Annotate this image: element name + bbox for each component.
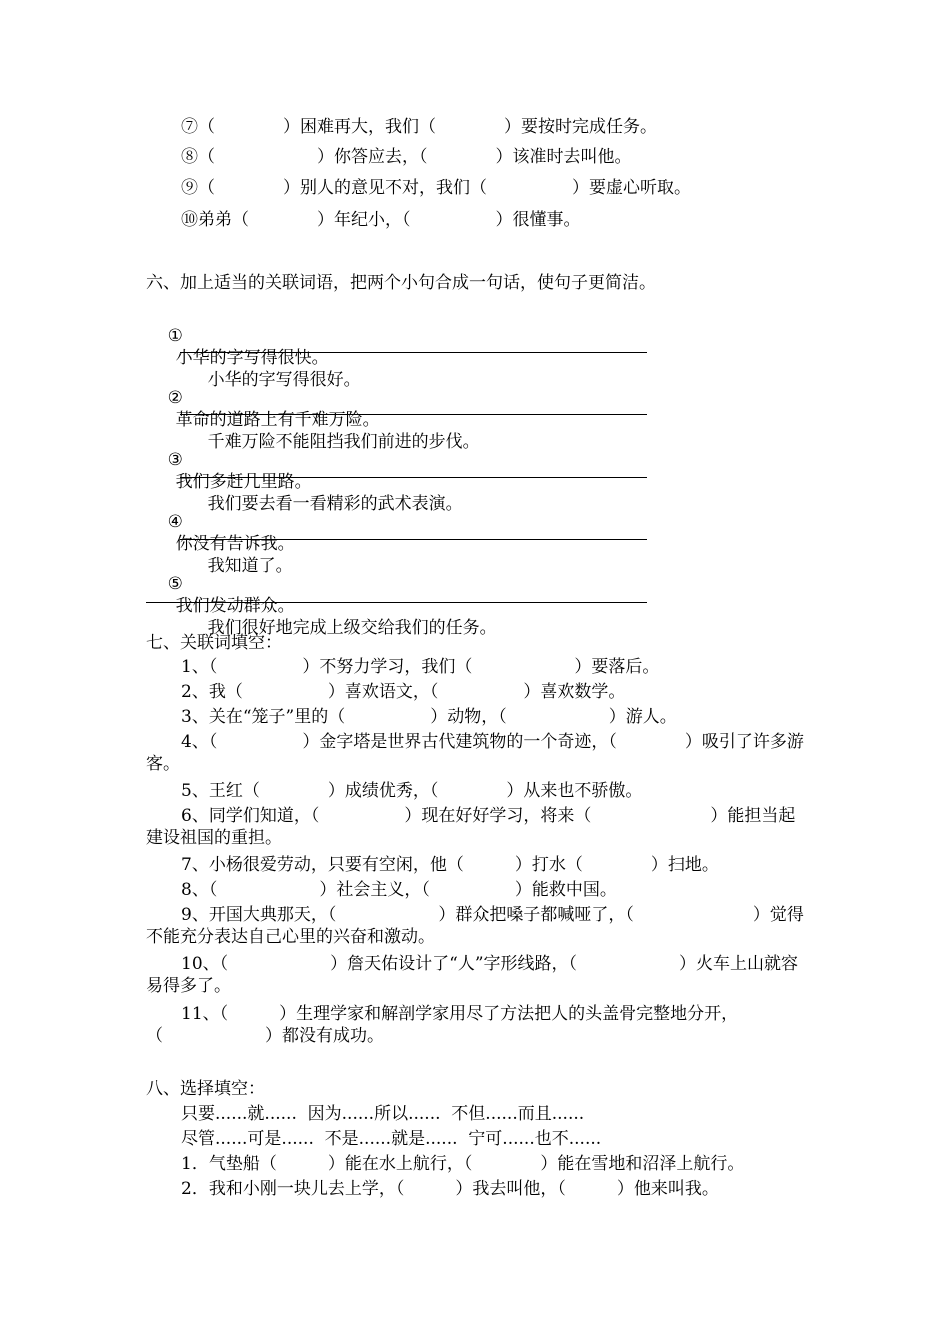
part5-item-10: ⑩弟弟（ ）年纪小，（ ）很懂事。 bbox=[181, 210, 581, 230]
section7-item-3: 3、关在“笼子”里的（ ）动物，（ ）游人。 bbox=[181, 707, 677, 727]
clause-b: 小华的字写得很好。 bbox=[207, 370, 361, 390]
section7-item-1: 1、（ ）不努力学习，我们（ ）要落后。 bbox=[181, 657, 660, 677]
section8-item-1: 1．气垫船（ ）能在水上航行，（ ）能在雪地和沼泽上航行。 bbox=[181, 1154, 745, 1174]
clause-b: 千难万险不能阻挡我们前进的步伐。 bbox=[207, 432, 480, 452]
item-number: ③ bbox=[167, 450, 183, 470]
part5-item-8: ⑧（ ）你答应去，（ ）该准时去叫他。 bbox=[181, 147, 632, 167]
section8-item-2: 2．我和小刚一块儿去上学，（ ）我去叫他，（ ）他来叫我。 bbox=[181, 1179, 719, 1199]
section7-item-11: 11、（ ）生理学家和解剖学家用尽了方法把人的头盖骨完整地分开，（ ）都没有成功。 bbox=[146, 1004, 739, 1046]
clause-b: 我知道了。 bbox=[207, 556, 293, 576]
section7-item-6: 6、同学们知道，（ ）现在好好学习，将来（ ）能担当起建设祖国的重担。 bbox=[146, 806, 796, 848]
section8-heading: 八、选择填空： bbox=[146, 1079, 265, 1099]
section7-item-2: 2、我（ ）喜欢语文，（ ）喜欢数学。 bbox=[181, 682, 626, 702]
clause-a: 小华的字写得很快。 bbox=[175, 348, 329, 368]
section6-heading: 六、加上适当的关联词语，把两个小句合成一句话，使句子更简洁。 bbox=[146, 273, 656, 293]
section7-item-5: 5、王红（ ）成绩优秀，（ ）从来也不骄傲。 bbox=[181, 781, 643, 801]
answer-line-1[interactable] bbox=[180, 352, 647, 353]
clause-b: 我们很好地完成上级交给我们的任务。 bbox=[207, 618, 497, 638]
section7-item-7: 7、小杨很爱劳动，只要有空闲，他（ ）打水（ ）扫地。 bbox=[181, 855, 719, 875]
clause-a: 革命的道路上有千难万险。 bbox=[175, 410, 380, 430]
answer-line-2[interactable] bbox=[180, 414, 647, 415]
answer-line-3[interactable] bbox=[180, 477, 647, 478]
item-number: ④ bbox=[167, 512, 183, 532]
part5-item-9: ⑨（ ）别人的意见不对，我们（ ）要虚心听取。 bbox=[181, 178, 691, 198]
section7-heading: 七、关联词填空： bbox=[146, 633, 282, 653]
item-number: ① bbox=[167, 326, 183, 346]
section7-item-10: 10、（ ）詹天佑设计了“人”字形线路，（ ）火车上山就容易得多了。 bbox=[146, 954, 799, 996]
section8-options-row-2: 尽管......可是...... 不是......就是...... 宁可......也不...... bbox=[181, 1129, 602, 1149]
section8-options-row-1: 只要......就...... 因为......所以...... 不但......而且...... bbox=[181, 1104, 585, 1124]
item-number: ⑤ bbox=[167, 574, 183, 594]
clause-b: 我们要去看一看精彩的武术表演。 bbox=[207, 494, 463, 514]
section7-item-8: 8、（ ）社会主义，（ ）能救中国。 bbox=[181, 880, 617, 900]
clause-a: 你没有告诉我。 bbox=[175, 534, 295, 554]
clause-a: 我们发动群众。 bbox=[175, 596, 295, 616]
answer-line-4[interactable] bbox=[180, 539, 647, 540]
answer-line-5[interactable] bbox=[146, 602, 647, 603]
section7-item-9: 9、开国大典那天，（ ）群众把嗓子都喊哑了，（ ）觉得不能充分表达自己心里的兴奋和激动。 bbox=[146, 905, 804, 947]
part5-item-7: ⑦（ ）困难再大，我们（ ）要按时完成任务。 bbox=[181, 117, 657, 137]
item-number: ② bbox=[167, 388, 183, 408]
section7-item-4: 4、（ ）金字塔是世界古代建筑物的一个奇迹，（ ）吸引了许多游客。 bbox=[146, 732, 804, 774]
clause-a: 我们多赶几里路。 bbox=[175, 472, 312, 492]
